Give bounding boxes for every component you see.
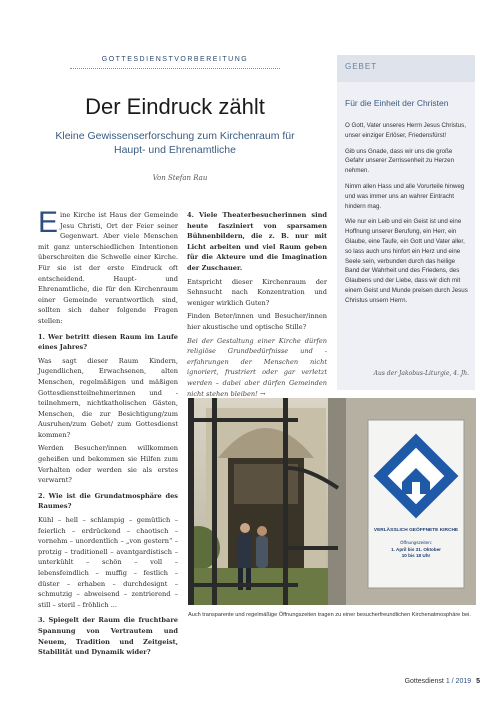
kicker-divider — [70, 68, 280, 69]
section-kicker: GOTTESDIENSTVORBEREITUNG — [101, 56, 249, 63]
magazine-name: Gottesdienst — [404, 678, 444, 685]
article-subtitle: Kleine Gewissenserforschung zum Kirchenraum für Haupt- und Ehrenamtliche — [55, 130, 295, 156]
church-entrance-photo — [188, 398, 476, 605]
article-author: Von Stefan Rau — [152, 174, 208, 182]
prayer-paragraph-1: O Gott, Vater unseres Herrn Jesus Christus, unser einziger Erlöser, Friedensfürst! — [345, 122, 466, 139]
photo-caption: Auch transparente und regelmäßige Öffnungszeiten tragen zu einer besucherfreundlichen Kirchenatmosphäre bei. — [188, 612, 471, 618]
question-2: 2. Wie ist die Grundatmosphäre des Raumes? — [38, 491, 178, 511]
intro-text: ine Kirche ist Haus der Gemeinde Jesu Christi, Ort der Feier seiner Gegenwart. Aber viele Menschen mit ganz unterschiedlichen Intentionen überschreiten die Schwelle einer Kirche. Für sie ist der erste Eindruck oft entscheidend. Haupt- und Ehrenamtliche, die für den Kirchenraum einer Gemeinde verantwortlich sind, sollten sich daher folgende Fragen stellen: — [38, 211, 178, 325]
continue-arrow-icon: → — [259, 389, 266, 398]
prayer-paragraph-2: Gib uns Gnade, dass wir uns die große Gefahr unserer Zerrissenheit zu Herzen nehmen. — [345, 147, 455, 175]
article-column-1 — [38, 206, 178, 661]
answer-2: Kühl – hell – schlampig – gemütlich – feierlich – erdrückend – chaotisch – vornehm – unordentlich – „von gestern“ – protzig – traditionell – avantgardistisch – unterkühlt – schön – voll – lebensfeindlich – muffig – festlich – düster – erhaben – durchdesignt – schmutzig – abweisend – zentrierend – still – steril – fröhlich ... — [38, 516, 178, 609]
photo-illustration — [188, 398, 476, 605]
prayer-paragraph-4: Wie nur ein Leib und ein Geist ist und eine Hoffnung unserer Berufung, ein Herr, ein Glaube, eine Taufe, ein Gott und Vater aller, so lass auch uns hinfort ein Herz und eine Seele sein, verbunden durch das heilige Band der Wahrheit und des Friedens, des Glaubens und der Liebe, dass wir dich mit einem Geist und Munde preisen durch Jesus Christus unsern Herrn. — [345, 218, 468, 304]
italic-text: Bei der Gestaltung einer Kirche dürfen religiöse Grundbedürfnisse und -erfahrungen der Menschen nicht ignoriert, frustriert oder gar verletzt werden – dabei aber dürfen Gemeinden nicht stehen bleiben! — [187, 336, 327, 398]
issue-number: 1 / 2019 — [445, 678, 472, 685]
answer-1: Was sagt dieser Raum Kindern, Jugendlichen, Erwachsenen, alten Menschen, regelmäßigen und mäßigen Gottesdienstteilnehmerinnen und -teilnehmern, nichtkatholischen Gästen, Menschen, die zur Besichtigung/zum Ausruhen/zum Gebet/ zum Gottesdienst kommen? — [38, 356, 178, 439]
article-column-2 — [187, 210, 327, 402]
intro-paragraph — [38, 206, 178, 327]
prayer-title: Für die Einheit der Christen — [345, 98, 449, 108]
prayer-paragraph-3: Nimm allen Hass und alle Vorurteile hinweg und was immer uns an wahrer Eintracht hindern mag. — [345, 182, 465, 210]
prayer-source: Aus der Jakobus-Liturgie, 4. Jh. — [373, 370, 469, 377]
question-1: 1. Wer betritt diesen Raum im Laufe eines Jahres? — [38, 332, 178, 352]
page-footer — [380, 678, 480, 685]
answer-1b: Werden Besucher/innen willkommen geheißen und bekommen sie Hilfen zum Verhalten oder werden sie als erstes verwarnt? — [38, 444, 178, 485]
sign-title: VERLÄSSLICH GEÖFFNETE KIRCHE — [373, 528, 459, 533]
sign-hours-times: 10 bis 18 Uhr — [401, 553, 431, 558]
page-number: 5 — [476, 678, 480, 685]
prayer-label: GEBET — [345, 62, 378, 71]
question-4: 4. Viele Theaterbesucherinnen sind heute fasziniert von sparsamen Bühnenbildern, die z. B. nur mit Licht arbeiten und viel Raum geben für die Akteure und die Imagination der Zuschauer. — [187, 211, 327, 272]
sign-hours-dates: 1. April bis 31. Oktober — [391, 546, 441, 552]
question-3: 3. Spiegelt der Raum die fruchtbare Spannung von Vertrautem und Neuem, Tradition und Zeitgeist, Stabilität und Dynamik wider? — [38, 616, 178, 657]
answer-4b: Finden Beter/innen und Besucher/innen hier akustische und optische Stille? — [187, 312, 327, 331]
sign-hours — [370, 540, 462, 560]
drop-cap: E — [38, 206, 59, 239]
prayer-text — [345, 121, 469, 312]
article-title: Der Eindruck zählt — [85, 94, 265, 119]
answer-4: Entspricht dieser Kirchenraum der Sehnsucht nach Konzentration und weniger wirklich Guten? — [187, 277, 327, 307]
italic-statement — [187, 336, 327, 400]
sign-hours-label: Öffnungszeiten: — [399, 540, 433, 545]
